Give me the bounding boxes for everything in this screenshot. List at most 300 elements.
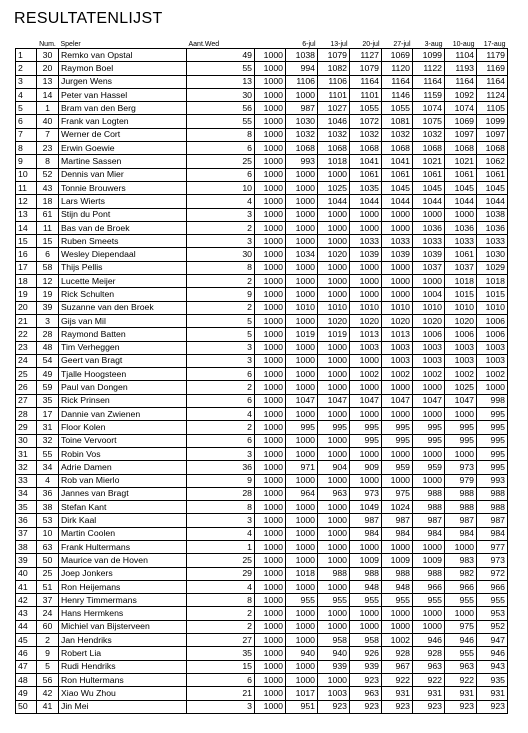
cell-aant-wed: 2 bbox=[187, 421, 255, 434]
cell-17-aug: 966 bbox=[477, 580, 508, 593]
cell-start: 1000 bbox=[255, 461, 286, 474]
cell-speler: Geert van Bragt bbox=[59, 354, 187, 367]
cell-17-aug: 1044 bbox=[477, 195, 508, 208]
cell-speler: Raymond Batten bbox=[59, 328, 187, 341]
cell-10-aug: 1037 bbox=[445, 261, 477, 274]
cell-10-aug: 1061 bbox=[445, 248, 477, 261]
cell-6-jul: 1000 bbox=[286, 208, 318, 221]
cell-13-jul: 1000 bbox=[318, 408, 350, 421]
cell-6-jul: 1000 bbox=[286, 381, 318, 394]
cell-17-aug: 972 bbox=[477, 567, 508, 580]
cell-13-jul: 1000 bbox=[318, 341, 350, 354]
cell-rank: 25 bbox=[16, 368, 37, 381]
cell-3-aug: 966 bbox=[413, 580, 445, 593]
cell-aant-wed: 8 bbox=[187, 261, 255, 274]
cell-start: 1000 bbox=[255, 75, 286, 88]
cell-17-aug: 1061 bbox=[477, 168, 508, 181]
cell-17-aug: 953 bbox=[477, 607, 508, 620]
cell-rank: 5 bbox=[16, 102, 37, 115]
cell-20-jul: 963 bbox=[350, 687, 382, 700]
cell-27-jul: 987 bbox=[382, 514, 413, 527]
cell-13-jul: 1068 bbox=[318, 142, 350, 155]
col-header-10-aug: 10-aug bbox=[452, 41, 475, 48]
cell-rank: 32 bbox=[16, 461, 37, 474]
table-row bbox=[16, 49, 508, 62]
cell-17-aug: 1029 bbox=[477, 261, 508, 274]
cell-20-jul: 1000 bbox=[350, 607, 382, 620]
cell-speler: Erwin Goewie bbox=[59, 142, 187, 155]
cell-20-jul: 1000 bbox=[350, 474, 382, 487]
cell-10-aug: 1000 bbox=[445, 607, 477, 620]
cell-6-jul: 1000 bbox=[286, 673, 318, 686]
cell-speler: Dannie van Zwienen bbox=[59, 408, 187, 421]
col-header-13-jul: 13-jul bbox=[330, 41, 348, 48]
cell-aant-wed: 27 bbox=[187, 634, 255, 647]
table-row bbox=[16, 474, 508, 487]
cell-3-aug: 955 bbox=[413, 594, 445, 607]
cell-3-aug: 1002 bbox=[413, 368, 445, 381]
cell-aant-wed: 9 bbox=[187, 474, 255, 487]
cell-20-jul: 1164 bbox=[350, 75, 382, 88]
cell-rank: 34 bbox=[16, 487, 37, 500]
cell-3-aug: 1003 bbox=[413, 354, 445, 367]
cell-start: 1000 bbox=[255, 554, 286, 567]
cell-20-jul: 1072 bbox=[350, 115, 382, 128]
cell-17-aug: 1099 bbox=[477, 115, 508, 128]
cell-6-jul: 1000 bbox=[286, 540, 318, 553]
cell-num: 3 bbox=[37, 314, 59, 327]
cell-num: 13 bbox=[37, 75, 59, 88]
table-row bbox=[16, 700, 508, 713]
cell-27-jul: 948 bbox=[382, 580, 413, 593]
cell-3-aug: 946 bbox=[413, 634, 445, 647]
cell-num: 60 bbox=[37, 620, 59, 633]
cell-6-jul: 1019 bbox=[286, 328, 318, 341]
cell-17-aug: 1045 bbox=[477, 181, 508, 194]
cell-rank: 41 bbox=[16, 580, 37, 593]
cell-17-aug: 1003 bbox=[477, 341, 508, 354]
cell-num: 37 bbox=[37, 594, 59, 607]
cell-27-jul: 995 bbox=[382, 421, 413, 434]
table-row bbox=[16, 447, 508, 460]
cell-13-jul: 1018 bbox=[318, 155, 350, 168]
cell-num: 12 bbox=[37, 275, 59, 288]
cell-num: 15 bbox=[37, 235, 59, 248]
cell-start: 1000 bbox=[255, 647, 286, 660]
cell-3-aug: 987 bbox=[413, 514, 445, 527]
cell-aant-wed: 6 bbox=[187, 142, 255, 155]
cell-27-jul: 1000 bbox=[382, 275, 413, 288]
cell-13-jul: 1000 bbox=[318, 447, 350, 460]
cell-speler: Rick Prinsen bbox=[59, 394, 187, 407]
cell-3-aug: 959 bbox=[413, 461, 445, 474]
cell-aant-wed: 49 bbox=[187, 49, 255, 62]
cell-20-jul: 1020 bbox=[350, 314, 382, 327]
cell-rank: 39 bbox=[16, 554, 37, 567]
cell-13-jul: 1000 bbox=[318, 474, 350, 487]
cell-3-aug: 1075 bbox=[413, 115, 445, 128]
cell-20-jul: 1000 bbox=[350, 540, 382, 553]
cell-3-aug: 988 bbox=[413, 487, 445, 500]
cell-num: 28 bbox=[37, 328, 59, 341]
cell-num: 36 bbox=[37, 487, 59, 500]
cell-10-aug: 1002 bbox=[445, 368, 477, 381]
cell-rank: 44 bbox=[16, 620, 37, 633]
cell-13-jul: 1000 bbox=[318, 288, 350, 301]
cell-6-jul: 1000 bbox=[286, 88, 318, 101]
cell-10-aug: 1061 bbox=[445, 168, 477, 181]
col-header-num: Num. bbox=[39, 41, 56, 48]
cell-3-aug: 1000 bbox=[413, 474, 445, 487]
cell-rank: 45 bbox=[16, 634, 37, 647]
cell-6-jul: 1000 bbox=[286, 607, 318, 620]
cell-13-jul: 1000 bbox=[318, 168, 350, 181]
cell-rank: 38 bbox=[16, 540, 37, 553]
cell-rank: 3 bbox=[16, 75, 37, 88]
cell-17-aug: 988 bbox=[477, 501, 508, 514]
table-row bbox=[16, 328, 508, 341]
cell-speler: Frank van Logten bbox=[59, 115, 187, 128]
cell-27-jul: 995 bbox=[382, 434, 413, 447]
cell-10-aug: 1000 bbox=[445, 540, 477, 553]
cell-6-jul: 964 bbox=[286, 487, 318, 500]
cell-6-jul: 1000 bbox=[286, 235, 318, 248]
cell-13-jul: 939 bbox=[318, 660, 350, 673]
cell-6-jul: 1047 bbox=[286, 394, 318, 407]
cell-3-aug: 988 bbox=[413, 501, 445, 514]
cell-27-jul: 1041 bbox=[382, 155, 413, 168]
cell-3-aug: 1159 bbox=[413, 88, 445, 101]
cell-20-jul: 1000 bbox=[350, 620, 382, 633]
col-header-start bbox=[255, 37, 286, 49]
cell-aant-wed: 3 bbox=[187, 208, 255, 221]
cell-17-aug: 987 bbox=[477, 514, 508, 527]
cell-10-aug: 984 bbox=[445, 527, 477, 540]
cell-rank: 18 bbox=[16, 275, 37, 288]
cell-13-jul: 1000 bbox=[318, 434, 350, 447]
cell-13-jul: 1000 bbox=[318, 275, 350, 288]
cell-aant-wed: 25 bbox=[187, 155, 255, 168]
table-row bbox=[16, 235, 508, 248]
cell-3-aug: 995 bbox=[413, 434, 445, 447]
cell-6-jul: 1000 bbox=[286, 261, 318, 274]
cell-10-aug: 995 bbox=[445, 421, 477, 434]
cell-20-jul: 1000 bbox=[350, 221, 382, 234]
cell-10-aug: 987 bbox=[445, 514, 477, 527]
cell-10-aug: 1015 bbox=[445, 288, 477, 301]
cell-20-jul: 1039 bbox=[350, 248, 382, 261]
cell-13-jul: 1032 bbox=[318, 128, 350, 141]
cell-27-jul: 959 bbox=[382, 461, 413, 474]
cell-speler: Jurgen Wens bbox=[59, 75, 187, 88]
cell-num: 7 bbox=[37, 128, 59, 141]
cell-6-jul: 1000 bbox=[286, 620, 318, 633]
cell-13-jul: 1000 bbox=[318, 620, 350, 633]
cell-num: 20 bbox=[37, 62, 59, 75]
cell-10-aug: 922 bbox=[445, 673, 477, 686]
cell-start: 1000 bbox=[255, 128, 286, 141]
cell-20-jul: 1035 bbox=[350, 181, 382, 194]
cell-aant-wed: 56 bbox=[187, 102, 255, 115]
cell-num: 53 bbox=[37, 514, 59, 527]
cell-num: 5 bbox=[37, 660, 59, 673]
cell-num: 43 bbox=[37, 181, 59, 194]
cell-20-jul: 1009 bbox=[350, 554, 382, 567]
cell-num: 50 bbox=[37, 554, 59, 567]
cell-20-jul: 923 bbox=[350, 700, 382, 713]
cell-3-aug: 1021 bbox=[413, 155, 445, 168]
cell-speler: Jan Hendriks bbox=[59, 634, 187, 647]
cell-3-aug: 1036 bbox=[413, 221, 445, 234]
table-row bbox=[16, 248, 508, 261]
cell-speler: Hans Hermkens bbox=[59, 607, 187, 620]
cell-10-aug: 931 bbox=[445, 687, 477, 700]
cell-10-aug: 1036 bbox=[445, 221, 477, 234]
cell-aant-wed: 2 bbox=[187, 620, 255, 633]
cell-17-aug: 995 bbox=[477, 408, 508, 421]
cell-6-jul: 1000 bbox=[286, 447, 318, 460]
cell-13-jul: 1000 bbox=[318, 527, 350, 540]
cell-speler: Adrie Damen bbox=[59, 461, 187, 474]
cell-13-jul: 1047 bbox=[318, 394, 350, 407]
cell-10-aug: 1092 bbox=[445, 88, 477, 101]
cell-13-jul: 923 bbox=[318, 700, 350, 713]
cell-aant-wed: 21 bbox=[187, 687, 255, 700]
cell-10-aug: 995 bbox=[445, 434, 477, 447]
cell-num: 55 bbox=[37, 447, 59, 460]
cell-20-jul: 939 bbox=[350, 660, 382, 673]
cell-rank: 26 bbox=[16, 381, 37, 394]
cell-10-aug: 983 bbox=[445, 554, 477, 567]
cell-aant-wed: 6 bbox=[187, 368, 255, 381]
cell-start: 1000 bbox=[255, 594, 286, 607]
cell-speler: Robert Lia bbox=[59, 647, 187, 660]
cell-27-jul: 1045 bbox=[382, 181, 413, 194]
cell-20-jul: 958 bbox=[350, 634, 382, 647]
cell-start: 1000 bbox=[255, 381, 286, 394]
cell-20-jul: 1101 bbox=[350, 88, 382, 101]
cell-3-aug: 1003 bbox=[413, 341, 445, 354]
cell-aant-wed: 4 bbox=[187, 195, 255, 208]
cell-27-jul: 1044 bbox=[382, 195, 413, 208]
cell-speler: Peter van Hassel bbox=[59, 88, 187, 101]
cell-6-jul: 1000 bbox=[286, 660, 318, 673]
cell-10-aug: 946 bbox=[445, 634, 477, 647]
cell-27-jul: 1003 bbox=[382, 354, 413, 367]
cell-start: 1000 bbox=[255, 700, 286, 713]
cell-start: 1000 bbox=[255, 368, 286, 381]
cell-6-jul: 1000 bbox=[286, 221, 318, 234]
cell-num: 2 bbox=[37, 634, 59, 647]
cell-num: 35 bbox=[37, 394, 59, 407]
cell-speler: Ron Heijemans bbox=[59, 580, 187, 593]
cell-27-jul: 928 bbox=[382, 647, 413, 660]
cell-6-jul: 1000 bbox=[286, 288, 318, 301]
cell-aant-wed: 29 bbox=[187, 567, 255, 580]
table-row bbox=[16, 634, 508, 647]
cell-17-aug: 1000 bbox=[477, 381, 508, 394]
table-row bbox=[16, 421, 508, 434]
cell-start: 1000 bbox=[255, 288, 286, 301]
cell-10-aug: 973 bbox=[445, 461, 477, 474]
cell-3-aug: 1039 bbox=[413, 248, 445, 261]
cell-6-jul: 1106 bbox=[286, 75, 318, 88]
cell-rank: 12 bbox=[16, 195, 37, 208]
cell-speler: Henry Timmermans bbox=[59, 594, 187, 607]
cell-speler: Bram van den Berg bbox=[59, 102, 187, 115]
cell-3-aug: 1009 bbox=[413, 554, 445, 567]
cell-rank: 15 bbox=[16, 235, 37, 248]
table-row bbox=[16, 354, 508, 367]
table-row bbox=[16, 195, 508, 208]
cell-20-jul: 1000 bbox=[350, 261, 382, 274]
cell-20-jul: 1002 bbox=[350, 368, 382, 381]
cell-3-aug: 1061 bbox=[413, 168, 445, 181]
cell-num: 10 bbox=[37, 527, 59, 540]
cell-27-jul: 1003 bbox=[382, 341, 413, 354]
cell-num: 49 bbox=[37, 368, 59, 381]
table-row bbox=[16, 115, 508, 128]
cell-6-jul: 995 bbox=[286, 421, 318, 434]
cell-20-jul: 1079 bbox=[350, 62, 382, 75]
cell-rank: 49 bbox=[16, 687, 37, 700]
cell-start: 1000 bbox=[255, 501, 286, 514]
cell-speler: Jannes van Bragt bbox=[59, 487, 187, 500]
cell-10-aug: 1044 bbox=[445, 195, 477, 208]
cell-speler: Rudi Hendriks bbox=[59, 660, 187, 673]
cell-speler: Floor Kolen bbox=[59, 421, 187, 434]
cell-start: 1000 bbox=[255, 341, 286, 354]
cell-13-jul: 1020 bbox=[318, 314, 350, 327]
cell-6-jul: 1034 bbox=[286, 248, 318, 261]
cell-10-aug: 963 bbox=[445, 660, 477, 673]
cell-aant-wed: 35 bbox=[187, 647, 255, 660]
table-row bbox=[16, 128, 508, 141]
cell-start: 1000 bbox=[255, 248, 286, 261]
cell-6-jul: 1000 bbox=[286, 181, 318, 194]
cell-3-aug: 931 bbox=[413, 687, 445, 700]
table-row bbox=[16, 261, 508, 274]
cell-rank: 37 bbox=[16, 527, 37, 540]
cell-27-jul: 1000 bbox=[382, 620, 413, 633]
cell-rank: 28 bbox=[16, 408, 37, 421]
cell-speler: Robin Vos bbox=[59, 447, 187, 460]
cell-rank: 22 bbox=[16, 328, 37, 341]
cell-num: 42 bbox=[37, 687, 59, 700]
cell-13-jul: 1000 bbox=[318, 580, 350, 593]
cell-num: 14 bbox=[37, 88, 59, 101]
cell-rank: 4 bbox=[16, 88, 37, 101]
cell-3-aug: 988 bbox=[413, 567, 445, 580]
cell-13-jul: 1000 bbox=[318, 354, 350, 367]
cell-speler: Rob van Mierlo bbox=[59, 474, 187, 487]
cell-start: 1000 bbox=[255, 168, 286, 181]
cell-start: 1000 bbox=[255, 155, 286, 168]
cell-27-jul: 1013 bbox=[382, 328, 413, 341]
cell-20-jul: 955 bbox=[350, 594, 382, 607]
cell-speler: Michiel van Bijsterveen bbox=[59, 620, 187, 633]
cell-speler: Gijs van Mil bbox=[59, 314, 187, 327]
cell-13-jul: 1000 bbox=[318, 368, 350, 381]
cell-27-jul: 1047 bbox=[382, 394, 413, 407]
cell-rank: 20 bbox=[16, 301, 37, 314]
cell-aant-wed: 2 bbox=[187, 275, 255, 288]
table-row bbox=[16, 181, 508, 194]
cell-10-aug: 1000 bbox=[445, 447, 477, 460]
cell-num: 24 bbox=[37, 607, 59, 620]
cell-3-aug: 1037 bbox=[413, 261, 445, 274]
col-header-20-jul: 20-jul bbox=[362, 41, 380, 48]
cell-rank: 46 bbox=[16, 647, 37, 660]
cell-10-aug: 1164 bbox=[445, 75, 477, 88]
cell-aant-wed: 30 bbox=[187, 88, 255, 101]
table-row bbox=[16, 275, 508, 288]
cell-10-aug: 1003 bbox=[445, 341, 477, 354]
cell-num: 58 bbox=[37, 261, 59, 274]
cell-20-jul: 973 bbox=[350, 487, 382, 500]
cell-27-jul: 1055 bbox=[382, 102, 413, 115]
cell-6-jul: 951 bbox=[286, 700, 318, 713]
cell-10-aug: 982 bbox=[445, 567, 477, 580]
cell-13-jul: 1000 bbox=[318, 235, 350, 248]
cell-aant-wed: 3 bbox=[187, 514, 255, 527]
cell-27-jul: 1000 bbox=[382, 288, 413, 301]
cell-6-jul: 1000 bbox=[286, 634, 318, 647]
cell-17-aug: 995 bbox=[477, 421, 508, 434]
cell-6-jul: 1000 bbox=[286, 474, 318, 487]
cell-aant-wed: 10 bbox=[187, 181, 255, 194]
table-row bbox=[16, 75, 508, 88]
cell-3-aug: 1000 bbox=[413, 275, 445, 288]
cell-speler: Werner de Cort bbox=[59, 128, 187, 141]
cell-13-jul: 904 bbox=[318, 461, 350, 474]
results-table bbox=[15, 37, 508, 714]
cell-10-aug: 1047 bbox=[445, 394, 477, 407]
page-title: RESULTATENLIJST bbox=[14, 10, 163, 27]
cell-20-jul: 1000 bbox=[350, 447, 382, 460]
cell-start: 1000 bbox=[255, 421, 286, 434]
cell-20-jul: 1055 bbox=[350, 102, 382, 115]
cell-13-jul: 1046 bbox=[318, 115, 350, 128]
table-row bbox=[16, 580, 508, 593]
cell-13-jul: 955 bbox=[318, 594, 350, 607]
cell-27-jul: 1000 bbox=[382, 540, 413, 553]
cell-10-aug: 1020 bbox=[445, 314, 477, 327]
table-row bbox=[16, 620, 508, 633]
cell-10-aug: 1010 bbox=[445, 301, 477, 314]
cell-6-jul: 1000 bbox=[286, 527, 318, 540]
cell-20-jul: 923 bbox=[350, 673, 382, 686]
cell-13-jul: 1000 bbox=[318, 221, 350, 234]
cell-3-aug: 1068 bbox=[413, 142, 445, 155]
cell-20-jul: 1061 bbox=[350, 168, 382, 181]
cell-27-jul: 984 bbox=[382, 527, 413, 540]
cell-27-jul: 1000 bbox=[382, 381, 413, 394]
cell-10-aug: 955 bbox=[445, 594, 477, 607]
cell-27-jul: 1000 bbox=[382, 208, 413, 221]
cell-start: 1000 bbox=[255, 408, 286, 421]
cell-20-jul: 1000 bbox=[350, 208, 382, 221]
table-row bbox=[16, 408, 508, 421]
cell-aant-wed: 3 bbox=[187, 354, 255, 367]
cell-rank: 42 bbox=[16, 594, 37, 607]
cell-3-aug: 1000 bbox=[413, 540, 445, 553]
cell-aant-wed: 2 bbox=[187, 221, 255, 234]
table-row bbox=[16, 301, 508, 314]
cell-num: 38 bbox=[37, 501, 59, 514]
cell-13-jul: 1000 bbox=[318, 554, 350, 567]
cell-aant-wed: 55 bbox=[187, 115, 255, 128]
